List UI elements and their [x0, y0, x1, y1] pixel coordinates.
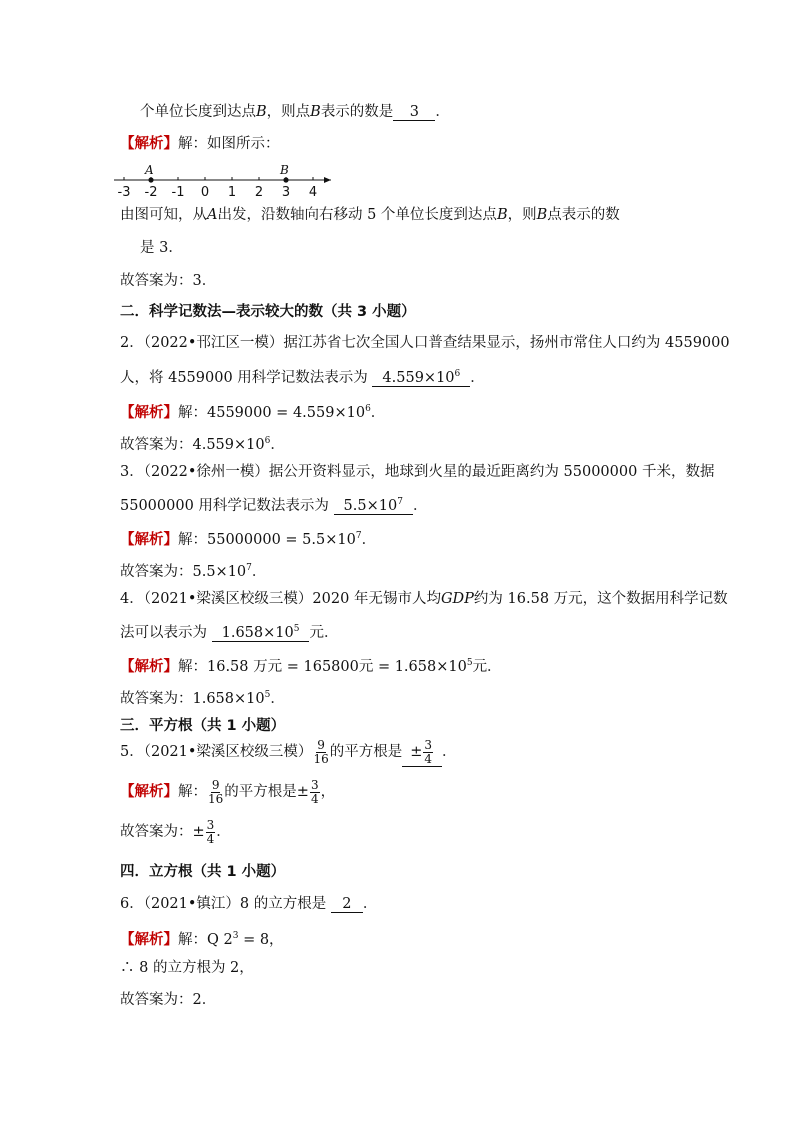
q2-final: 故答案为：$4.559\times 10^6$．: [120, 436, 285, 453]
q5-final: 故答案为：± $\frac{3}{4}$ ．: [120, 817, 231, 846]
q1-line1: 个单位长度到达点B，则点B表示的数是 3 ．: [140, 104, 450, 120]
q4-answer: $1.658\times 10^5$: [212, 621, 310, 642]
tick-label: 4: [308, 185, 318, 200]
q1-jiexi: 【解析】解：如图所示：: [120, 136, 280, 152]
point-a-label: A: [145, 163, 154, 177]
jiexi-tag: 【解析】: [120, 784, 178, 800]
jiexi-tag: 【解析】: [120, 404, 178, 421]
section-title-4: 四．立方根（共 1 小题）: [120, 864, 286, 880]
section-title-2: 二．科学记数法—表示较大的数（共 3 小题）: [120, 304, 416, 320]
q6-final: 故答案为：2．: [120, 992, 217, 1008]
q2-jiexi: 【解析】解：$4559000 = 4.559\times 10^6$．: [120, 404, 386, 421]
q3-final: 故答案为：$5.5\times 10^7$．: [120, 563, 267, 580]
jiexi-tag: 【解析】: [120, 531, 178, 548]
q3-answer: $5.5\times 10^7$: [334, 494, 413, 515]
tick-label: 0: [200, 185, 210, 200]
axis-arrow-icon: [324, 177, 331, 183]
q6-answer: 2: [331, 896, 363, 913]
q4-line1: 4．（2021•梁溪区校级三模）2020 年无锡市人均GDP约为 16.58 万元，这个数据用科学记数: [120, 591, 728, 607]
q3-line1: 3．（2022•徐州一模）据公开资料显示，地球到火星的最近距离约为 55000000 千米，数据: [120, 464, 715, 480]
q3-line2: 55000000 用科学记数法表示为 $5.5\times 10^7$ ．: [120, 494, 427, 516]
q6-line2: ∴ 8 的立方根为 2，: [120, 960, 254, 976]
q3-jiexi: 【解析】解：$55000000 = 5.5\times 10^7$．: [120, 531, 377, 548]
point-b-label: B: [280, 163, 289, 177]
q5-answer: ± $\frac{3}{4}$: [402, 738, 442, 767]
q1-explain-line2: 是 3．: [140, 240, 183, 256]
point-b: [283, 177, 288, 182]
q4-jiexi: 【解析】解：16.58 万元 = 165800元 = $1.658\times 10^5$元．: [120, 658, 502, 675]
q1-answer: 3: [393, 104, 435, 121]
tick-label: 3: [281, 185, 291, 200]
tick-label: 1: [227, 185, 237, 200]
tick-label: -3: [117, 185, 131, 200]
tick-label: 2: [254, 185, 264, 200]
tick-label: -2: [144, 185, 158, 200]
q1-explain-line1: 由图可知，从A出发，沿数轴向右移动 5 个单位长度到达点B，则B点表示的数: [120, 207, 620, 223]
q4-final: 故答案为：$1.658\times 10^5$．: [120, 690, 285, 707]
q4-line2: 法可以表示为 $1.658\times 10^5$ 元．: [120, 621, 338, 643]
fraction: $\frac{9}{16}$: [313, 737, 329, 766]
q5-line: 5．（2021•梁溪区校级三模） $\frac{9}{16}$ 的平方根是 ± $\frac{3}{4}$ ．: [120, 737, 457, 766]
section-title-3: 三．平方根（共 1 小题）: [120, 718, 286, 734]
q6-jiexi: 【解析】解：Q $2^3 = 8$，: [120, 931, 284, 948]
q5-jiexi: 【解析】解： $\frac{9}{16}$ 的平方根是± $\frac{3}{4}$ ，: [120, 777, 336, 806]
tick-label: -1: [171, 185, 185, 200]
number-line: [112, 158, 342, 202]
jiexi-tag: 【解析】: [120, 658, 178, 675]
q2-answer: $4.559\times 10^6$: [372, 366, 470, 387]
point-a: [148, 177, 153, 182]
q2-line2: 人，将 4559000 用科学记数法表示为 $4.559\times 10^6$ ．: [120, 366, 485, 388]
q6-line: 6．（2021•镇江）8 的立方根是 2 ．: [120, 896, 378, 912]
q2-line1: 2．（2022•邗江区一模）据江苏省七次全国人口普查结果显示，扬州市常住人口约为 4559000: [120, 335, 730, 351]
q1-final: 故答案为：3．: [120, 273, 217, 289]
jiexi-tag: 【解析】: [120, 931, 178, 948]
jiexi-tag: 【解析】: [120, 136, 178, 152]
